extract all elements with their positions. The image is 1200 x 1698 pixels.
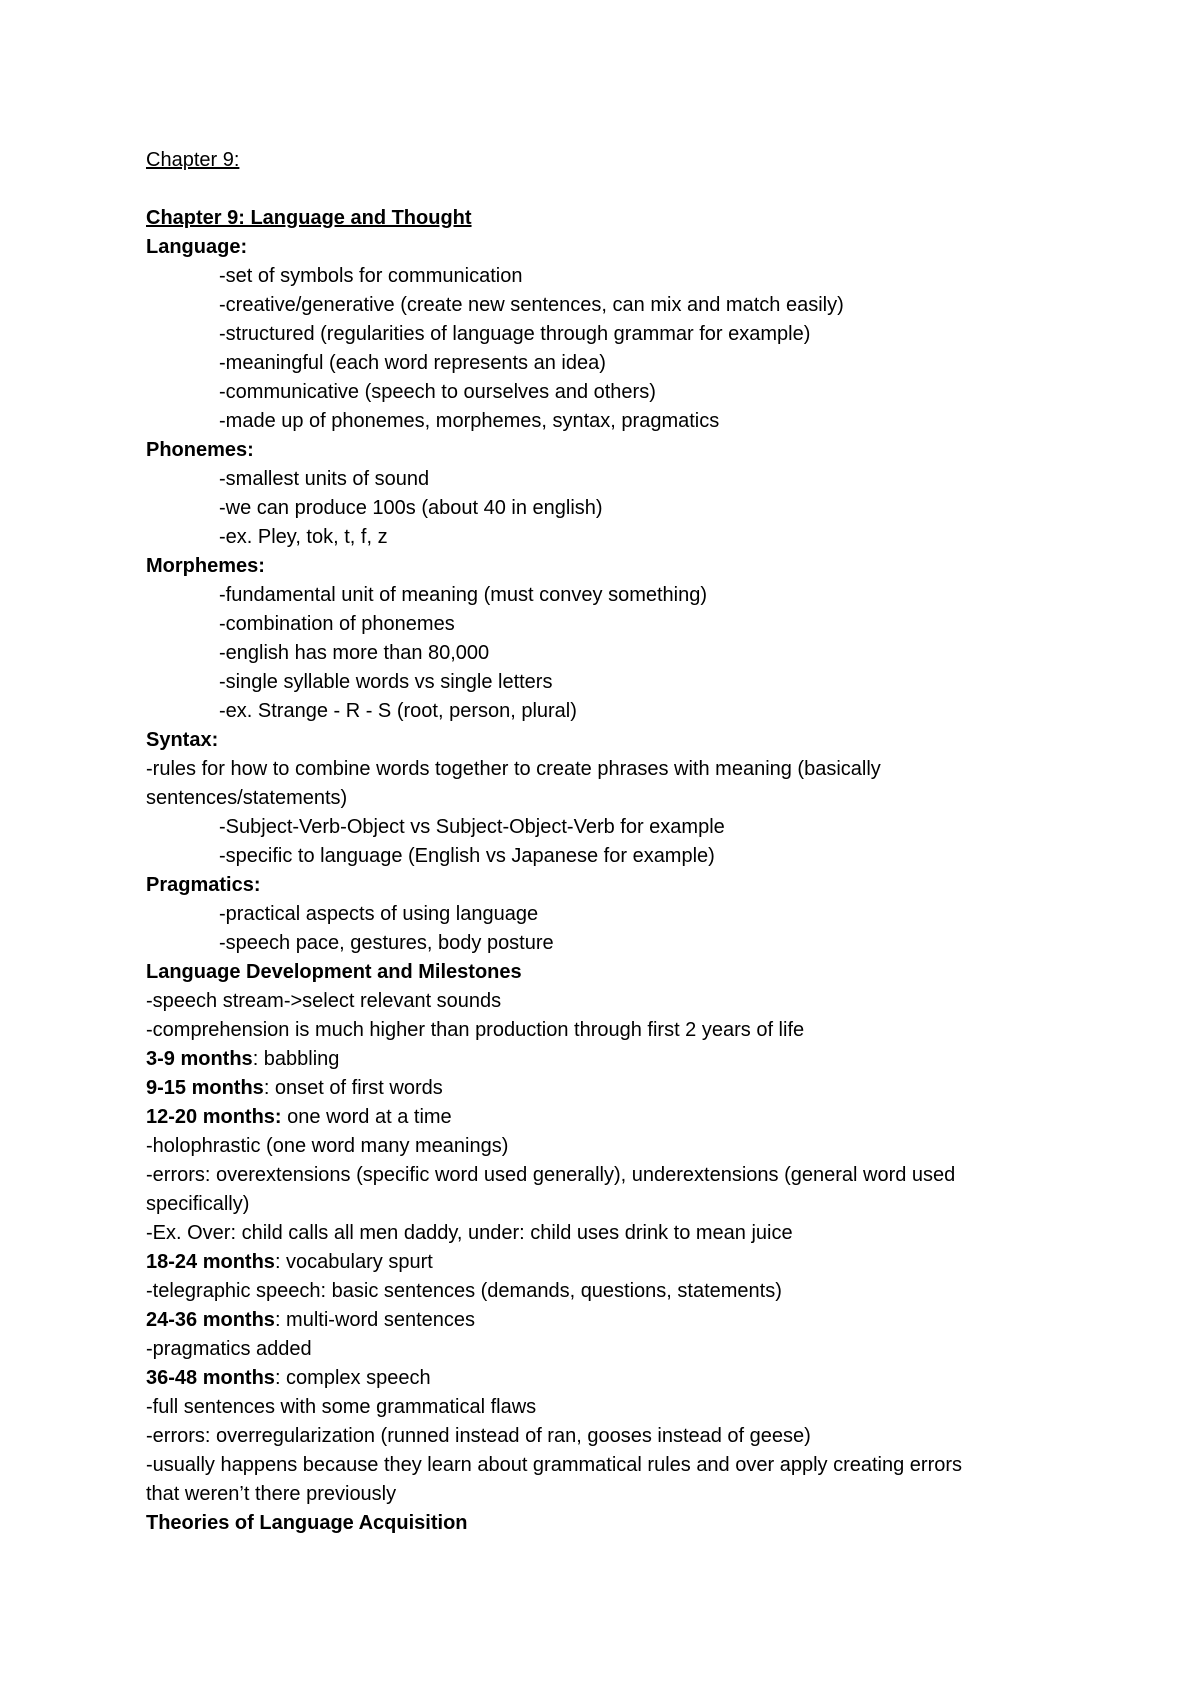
- list-item: -set of symbols for communication: [219, 265, 523, 287]
- list-item: -we can produce 100s (about 40 in english): [219, 497, 603, 519]
- paragraph-line: -rules for how to combine words together to create phrases with meaning (basically: [146, 758, 881, 780]
- milestone-text: : multi-word sentences: [274, 1309, 476, 1331]
- milestone-age: 36-48 months: [146, 1367, 275, 1389]
- milestone-line: [146, 1250, 433, 1274]
- milestone-line: [146, 1047, 339, 1071]
- paragraph-line: -speech stream->select relevant sounds: [146, 990, 502, 1012]
- milestone-text: : babbling: [252, 1048, 340, 1070]
- paragraph-line: -usually happens because they learn about grammatical rules and over apply creating errors: [146, 1454, 963, 1476]
- section-label-pragmatics: Pragmatics:: [146, 874, 261, 896]
- milestone-line: [146, 1308, 475, 1332]
- paragraph-line: -Ex. Over: child calls all men daddy, under: child uses drink to mean juice: [146, 1222, 793, 1244]
- chapter-heading: Chapter 9: Language and Thought: [146, 207, 472, 229]
- list-item: -single syllable words vs single letters: [219, 671, 553, 693]
- list-item: -specific to language (English vs Japanese for example): [219, 845, 715, 867]
- milestone-line: [146, 1366, 431, 1390]
- paragraph-line: -comprehension is much higher than production through first 2 years of life: [146, 1019, 805, 1041]
- milestone-line: [146, 1076, 443, 1100]
- list-item: -ex. Pley, tok, t, f, z: [219, 526, 388, 548]
- section-label-morphemes: Morphemes:: [146, 555, 265, 577]
- milestone-text: : complex speech: [274, 1367, 431, 1389]
- list-item: -speech pace, gestures, body posture: [219, 932, 554, 954]
- list-item: -creative/generative (create new sentences, can mix and match easily): [219, 294, 844, 316]
- list-item: -meaningful (each word represents an idea): [219, 352, 606, 374]
- milestone-age: 18-24 months: [146, 1251, 275, 1273]
- list-item: -practical aspects of using language: [219, 903, 539, 925]
- list-item: -fundamental unit of meaning (must convey something): [219, 584, 708, 606]
- section-label-theories: Theories of Language Acquisition: [146, 1512, 468, 1534]
- list-item: -ex. Strange - R - S (root, person, plural): [219, 700, 577, 722]
- list-item: -english has more than 80,000: [219, 642, 490, 664]
- paragraph-line: specifically): [146, 1193, 250, 1215]
- paragraph-line: -telegraphic speech: basic sentences (demands, questions, statements): [146, 1280, 782, 1302]
- paragraph-line: sentences/statements): [146, 787, 348, 809]
- section-label-development: Language Development and Milestones: [146, 961, 522, 983]
- paragraph-line: -holophrastic (one word many meanings): [146, 1135, 509, 1157]
- list-item: -structured (regularities of language through grammar for example): [219, 323, 811, 345]
- paragraph-line: that weren’t there previously: [146, 1483, 397, 1505]
- list-item: -combination of phonemes: [219, 613, 455, 635]
- section-label-syntax: Syntax:: [146, 729, 219, 751]
- milestone-age: 12-20 months:: [146, 1106, 282, 1128]
- milestone-age: 3-9 months: [146, 1048, 253, 1070]
- paragraph-line: -errors: overregularization (runned instead of ran, gooses instead of geese): [146, 1425, 811, 1447]
- milestone-age: 9-15 months: [146, 1077, 264, 1099]
- milestone-text: one word at a time: [281, 1106, 452, 1128]
- paragraph-line: -full sentences with some grammatical flaws: [146, 1396, 537, 1418]
- paragraph-line: -errors: overextensions (specific word used generally), underextensions (general word used: [146, 1164, 956, 1186]
- doc-title: Chapter 9:: [146, 149, 240, 171]
- milestone-age: 24-36 months: [146, 1309, 275, 1331]
- list-item: -smallest units of sound: [219, 468, 430, 490]
- section-label-language: Language:: [146, 236, 248, 258]
- milestone-text: : onset of first words: [263, 1077, 443, 1099]
- milestone-text: : vocabulary spurt: [274, 1251, 433, 1273]
- list-item: -made up of phonemes, morphemes, syntax, pragmatics: [219, 410, 720, 432]
- paragraph-line: -pragmatics added: [146, 1338, 312, 1360]
- list-item: -communicative (speech to ourselves and others): [219, 381, 656, 403]
- list-item: -Subject-Verb-Object vs Subject-Object-Verb for example: [219, 816, 725, 838]
- milestone-line: [146, 1105, 452, 1129]
- section-label-phonemes: Phonemes:: [146, 439, 254, 461]
